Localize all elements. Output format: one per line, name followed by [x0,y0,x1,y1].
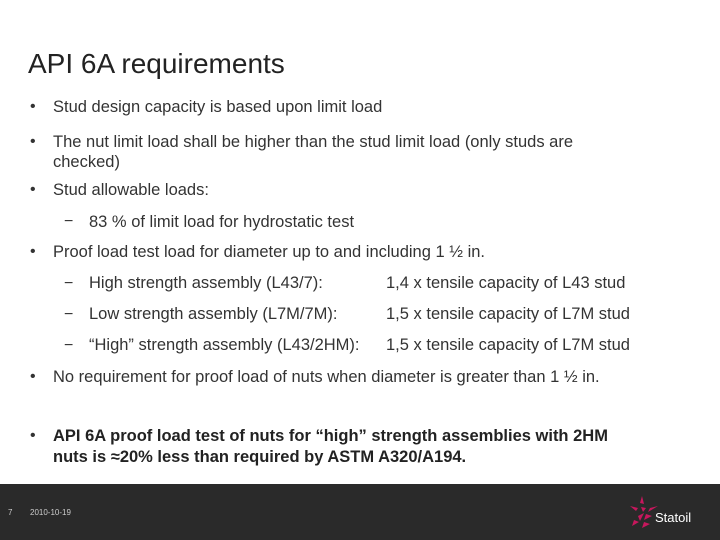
assembly-value-low-strength: 1,5 x tensile capacity of L7M stud [386,305,630,323]
bullet-marker: • [30,133,36,150]
bullet-no-proof-load-nuts: No requirement for proof load of nuts when diameter is greater than 1 ½ in. [53,368,600,386]
assembly-label-high-2hm: “High” strength assembly (L43/2HM): [89,336,360,354]
sub-item-hydrostatic-test: 83 % of limit load for hydrostatic test [89,213,355,231]
assembly-value-high-2hm: 1,5 x tensile capacity of L7M stud [386,336,630,354]
bullet-api-6a-proof-load-line2: nuts is ≈20% less than required by ASTM A320/A194. [53,448,467,466]
assembly-value-high-strength: 1,4 x tensile capacity of L43 stud [386,274,626,292]
bullet-api-6a-proof-load-line1: API 6A proof load test of nuts for “high” strength assemblies with 2HM [53,427,608,445]
bullet-marker: • [30,427,36,444]
bullet-stud-allowable-loads: Stud allowable loads: [53,181,209,199]
sub-item-dash: − [64,275,74,292]
page-number: 7 [8,508,13,517]
bullet-marker: • [30,243,36,260]
bullet-marker: • [30,181,36,198]
footer-bar [0,484,720,540]
slide-title: API 6A requirements [28,48,285,79]
bullet-proof-load-test: Proof load test load for diameter up to and including 1 ½ in. [53,243,486,261]
sub-item-dash: − [64,337,74,354]
bullet-marker: • [30,98,36,115]
bullet-nut-limit-load-line2: checked) [53,153,120,171]
sub-item-dash: − [64,213,74,230]
bullet-marker: • [30,368,36,385]
footer-date: 2010-10-19 [30,508,71,517]
bullet-nut-limit-load-line1: The nut limit load shall be higher than the stud limit load (only studs are [53,133,574,151]
sub-item-dash: − [64,306,74,323]
assembly-label-high-strength: High strength assembly (L43/7): [89,274,323,292]
statoil-logo-text: Statoil [655,510,692,525]
bullet-stud-design-capacity: Stud design capacity is based upon limit load [53,98,383,116]
assembly-label-low-strength: Low strength assembly (L7M/7M): [89,305,338,323]
